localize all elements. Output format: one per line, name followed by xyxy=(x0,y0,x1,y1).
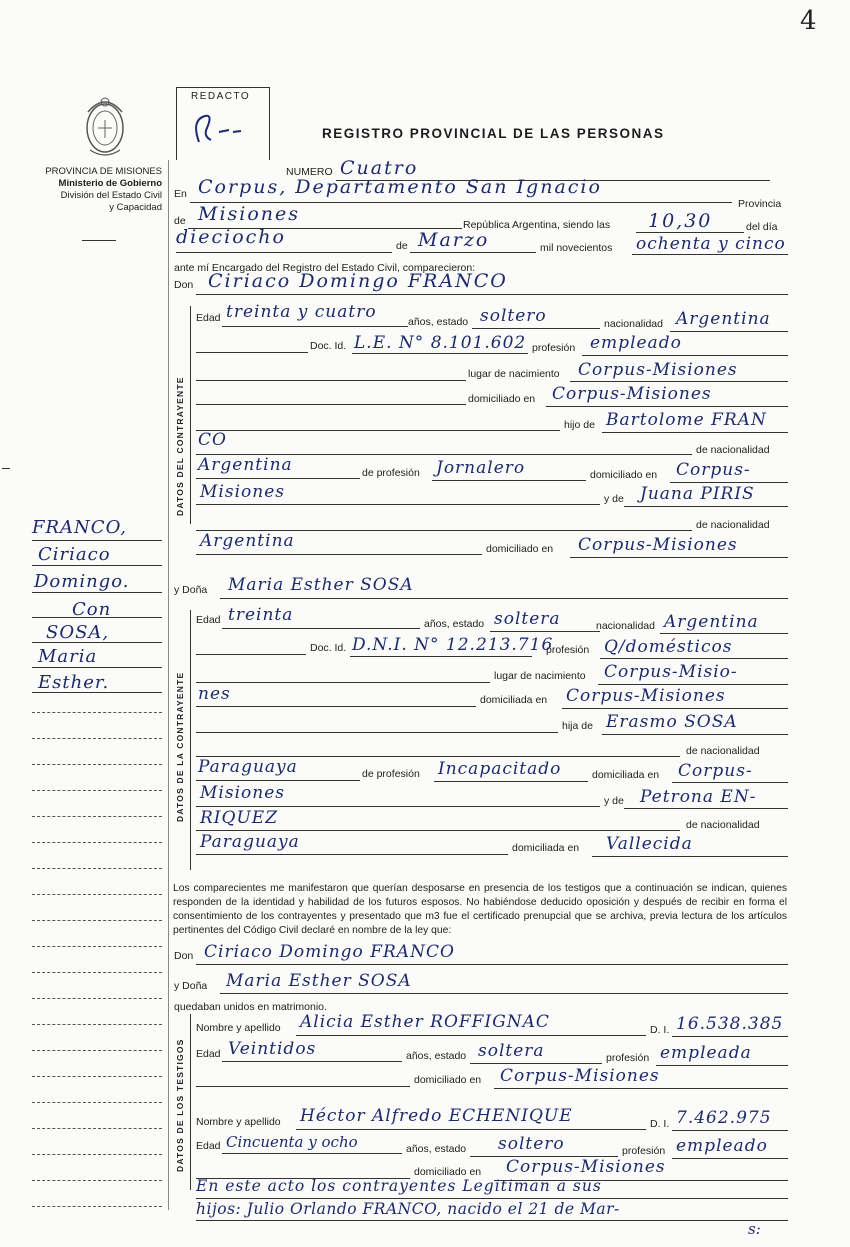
mother-dom-label: domiciliado en xyxy=(486,543,554,555)
groom-doc-value: L.E. N° 8.101.602 xyxy=(354,333,527,353)
bride-birth-label: lugar de nacimiento xyxy=(494,670,586,682)
day-value: dieciocho xyxy=(176,226,286,248)
hour-line xyxy=(636,232,744,233)
bride-doc-line xyxy=(350,656,532,657)
en-label: En xyxy=(174,188,187,200)
bride-mother-value-b: RIQUEZ xyxy=(200,808,279,828)
bride-birth-value-a: Corpus-Misio- xyxy=(604,662,738,682)
decl-don-line xyxy=(196,964,788,965)
bmother-nac-blank-line xyxy=(196,830,680,831)
bmother-nac-label: de nacionalidad xyxy=(686,819,760,831)
w1-prof-line xyxy=(656,1065,788,1066)
w1-age-label: Edad xyxy=(196,1048,221,1060)
year-value: ochenta y cinco xyxy=(636,234,786,254)
groom-doc-line xyxy=(352,353,528,354)
w2-age-line xyxy=(222,1153,402,1154)
bride-dom-value: Corpus-Misiones xyxy=(566,686,726,706)
w2-estado-value: soltero xyxy=(498,1134,565,1154)
groom-age-value: treinta y cuatro xyxy=(226,302,377,322)
margin-name-1: FRANCO, xyxy=(32,517,127,538)
groom-dom-label: domiciliado en xyxy=(468,393,536,405)
note-line-2: hijos: Julio Orlando FRANCO, nacido el 21 de Mar- xyxy=(196,1200,620,1218)
page-number: 4 xyxy=(800,6,817,36)
bride-age-label: Edad xyxy=(196,614,221,626)
don-label: Don xyxy=(174,279,194,291)
groom-father-value-a: Bartolome FRAN xyxy=(606,410,767,430)
groom-birth-label: lugar de nacimiento xyxy=(468,368,560,380)
w2-estado-label: años, estado xyxy=(406,1143,467,1155)
margin-dash-8 xyxy=(32,894,162,895)
father-dom-value-a: Corpus- xyxy=(676,460,751,480)
bfather-dom-label: domiciliada en xyxy=(592,769,660,781)
bride-estado-value: soltera xyxy=(494,609,561,629)
mother-nac-line xyxy=(196,554,482,555)
w1-prof-label: profesión xyxy=(606,1052,650,1064)
bfather-prof-value: Incapacitado xyxy=(438,759,562,779)
groom-section-label: DATOS DEL CONTRAYENTE xyxy=(175,376,185,516)
groom-dom-line xyxy=(546,406,788,407)
w2-prof-line xyxy=(672,1158,788,1159)
groom-nac-label: nacionalidad xyxy=(604,318,663,330)
mother-nac-label: de nacionalidad xyxy=(696,519,770,531)
w2-di-value: 7.462.975 xyxy=(676,1108,772,1128)
father-dom-line xyxy=(670,482,788,483)
margin-rule-2 xyxy=(32,565,162,566)
bride-nac-label: nacionalidad xyxy=(596,620,655,632)
bfather-nac-label: de nacionalidad xyxy=(686,745,760,757)
decl-don-label: Don xyxy=(174,950,194,962)
groom-estado-line xyxy=(472,328,600,329)
margin-dash-4 xyxy=(32,790,162,791)
margin-name-2: Ciriaco xyxy=(38,544,111,565)
bfather-prof-label: de profesión xyxy=(362,768,420,780)
w1-age-value: Veintidos xyxy=(228,1039,317,1059)
bfather-dom-line xyxy=(672,782,788,783)
authority-province: PROVINCIA DE MISIONES xyxy=(45,166,162,177)
father-dom-cont-line xyxy=(196,504,600,505)
groom-dom-blank-line xyxy=(196,404,466,405)
bride-estado-line xyxy=(490,631,600,632)
groom-prof-label: profesión xyxy=(532,342,576,354)
groom-mother-line xyxy=(624,506,788,507)
w2-prof-label: profesión xyxy=(622,1145,666,1157)
authority-ministry: Ministerio de Gobierno xyxy=(58,178,162,189)
margin-name-5: SOSA, xyxy=(46,622,110,643)
groom-father-value-b: CO xyxy=(198,430,227,450)
father-prof-label: de profesión xyxy=(362,467,420,479)
w1-estado-label: años, estado xyxy=(406,1050,467,1062)
republica-label: República Argentina, siendo las xyxy=(463,219,611,231)
margin-rule-5 xyxy=(32,642,162,643)
bride-estado-label: años, estado xyxy=(424,618,485,630)
redacto-box xyxy=(176,87,270,160)
provincia-label: Provincia xyxy=(738,198,782,210)
bride-hija-label: hija de xyxy=(562,720,593,732)
margin-separator xyxy=(168,160,169,1210)
mother-dom-value: Corpus-Misiones xyxy=(578,535,738,555)
don-line xyxy=(196,294,788,295)
margin-rule-4 xyxy=(32,617,162,618)
margin-name-3: Domingo. xyxy=(34,571,130,592)
coat-of-arms-seal xyxy=(78,92,132,162)
bride-mother-line xyxy=(624,808,788,809)
bmother-nac-value: Paraguaya xyxy=(200,832,300,852)
groom-nac-value: Argentina xyxy=(676,309,771,329)
groom-nac-line xyxy=(670,331,788,332)
redacto-label: REDACTO xyxy=(191,91,251,102)
w1-di-line xyxy=(672,1036,788,1037)
father-prof-line xyxy=(432,480,586,481)
father-dom-value-b: Misiones xyxy=(200,482,285,502)
w2-name-value: Héctor Alfredo ECHENIQUE xyxy=(300,1106,573,1126)
numero-label: NUMERO xyxy=(286,166,333,178)
margin-dash-5 xyxy=(32,816,162,817)
authority-block xyxy=(38,166,162,214)
groom-birth-value: Corpus-Misiones xyxy=(578,360,738,380)
margin-dash-1 xyxy=(32,712,162,713)
margin-dash-16 xyxy=(32,1102,162,1103)
w1-prof-value: empleada xyxy=(660,1043,752,1063)
w1-dom-value: Corpus-Misiones xyxy=(500,1066,660,1086)
groom-hijo-label: hijo de xyxy=(564,419,595,431)
w2-name-line xyxy=(296,1129,646,1130)
note-underline-1 xyxy=(196,1198,788,1199)
bride-dom-line xyxy=(562,708,788,709)
bride-dom-label: domiciliada en xyxy=(480,694,548,706)
w2-di-label: D. I. xyxy=(650,1118,670,1130)
margin-dash-9 xyxy=(32,920,162,921)
decl-bride-name: Maria Esther SOSA xyxy=(226,971,412,991)
bride-nac-line xyxy=(660,633,788,634)
registry-title: REGISTRO PROVINCIAL DE LAS PERSONAS xyxy=(322,126,665,141)
groom-age-line xyxy=(222,326,408,327)
margin-rule-7 xyxy=(32,692,162,693)
ante-mi-text: ante mí Encargado del Registro del Estado Civil, comparecieron: xyxy=(174,262,476,274)
authority-division: División del Estado Civil xyxy=(60,190,162,201)
declaration-paragraph: Los comparecientes me manifestaron que querían desposarse en presencia de los testigos que a continuación se indican, quienes responden de la identidad y habilidad de los futuros esposos. No habiéndose deducido oposición y después de recibir en forma el consentimiento de los contrayentes y presentado que m3 fue el certificado prenupcial que se archiva, previa lectura de los artículos pertinentes del Código Civil declaré en nombre de la ley que: xyxy=(173,883,787,936)
bride-birth-line xyxy=(598,684,788,685)
bfather-dom-value-b: Misiones xyxy=(200,783,285,803)
place-value: Corpus, Departamento San Ignacio xyxy=(198,176,602,198)
groom-estado-value: soltero xyxy=(480,306,547,326)
margin-name-7: Esther. xyxy=(38,672,110,693)
margin-tick xyxy=(2,468,10,469)
father-nac-value: Argentina xyxy=(198,455,293,475)
bride-father-line xyxy=(602,734,788,735)
mother-dom-line xyxy=(570,557,788,558)
de-label: de xyxy=(174,215,186,227)
margin-dash-3 xyxy=(32,764,162,765)
margin-dash-6 xyxy=(32,842,162,843)
quedaban-text: quedaban unidos en matrimonio. xyxy=(174,1001,327,1013)
w1-dom-line xyxy=(494,1088,788,1089)
bride-age-line xyxy=(222,628,420,629)
note-line-1: En este acto los contrayentes Legitiman a sus xyxy=(196,1177,602,1195)
w2-prof-value: empleado xyxy=(676,1136,768,1156)
margin-dash-14 xyxy=(32,1050,162,1051)
margin-rule-1 xyxy=(32,540,162,541)
note-line-3: s: xyxy=(748,1220,761,1238)
margin-dash-19 xyxy=(32,1180,162,1181)
w1-di-label: D. I. xyxy=(650,1024,670,1036)
groom-dom-value: Corpus-Misiones xyxy=(552,384,712,404)
bride-prof-line xyxy=(600,658,788,659)
father-prof-value: Jornalero xyxy=(436,458,526,478)
groom-estado-label: años, estado xyxy=(408,316,469,328)
bmother-dom-label: domiciliada en xyxy=(512,842,580,854)
bride-bracket xyxy=(190,610,191,870)
bfather-prof-line xyxy=(434,781,588,782)
w2-age-value: Cincuenta y ocho xyxy=(226,1133,358,1151)
w1-dom-label: domiciliado en xyxy=(414,1074,482,1086)
w1-age-line xyxy=(222,1061,402,1062)
bride-mother-value-a: Petrona EN- xyxy=(640,787,757,807)
margin-name-6: Maria xyxy=(38,646,98,667)
bmother-nac-line xyxy=(196,854,508,855)
w2-name-label: Nombre y apellido xyxy=(196,1116,281,1128)
bride-father-blank-line xyxy=(196,732,558,733)
groom-y-de-label: y de xyxy=(604,493,624,505)
w2-di-line xyxy=(672,1130,788,1131)
month-line xyxy=(410,252,536,253)
groom-bracket xyxy=(190,306,191,524)
margin-dash-11 xyxy=(32,972,162,973)
margin-dash-15 xyxy=(32,1076,162,1077)
bmother-dom-line xyxy=(592,856,788,857)
witness-section-label: DATOS DE LOS TESTIGOS xyxy=(175,1038,185,1172)
decl-dona-line xyxy=(220,993,788,994)
bride-name: Maria Esther SOSA xyxy=(228,575,414,595)
province-value: Misiones xyxy=(198,203,301,225)
bfather-dom-cont-line xyxy=(196,806,600,807)
bride-nac-value: Argentina xyxy=(664,612,759,632)
w1-name-value: Alicia Esther ROFFIGNAC xyxy=(300,1012,550,1032)
hour-value: 10,30 xyxy=(648,210,713,232)
w2-age-label: Edad xyxy=(196,1140,221,1152)
margin-rule-3 xyxy=(32,592,162,593)
father-dom-label: domiciliado en xyxy=(590,469,658,481)
year-line xyxy=(632,254,788,255)
bride-prof-value: Q/domésticos xyxy=(604,637,733,657)
bride-doc-label: Doc. Id. xyxy=(310,642,347,654)
groom-prof-line xyxy=(582,355,788,356)
w1-di-value: 16.538.385 xyxy=(676,1014,784,1034)
groom-prof-value: empleado xyxy=(590,333,682,353)
groom-birth-line xyxy=(570,381,788,382)
margin-dash-18 xyxy=(32,1154,162,1155)
bride-doc-value: D.N.I. N° 12.213.716 xyxy=(352,635,554,655)
groom-mother-value: Juana PIRIS xyxy=(640,484,755,504)
w1-dom-blank-line xyxy=(196,1086,410,1087)
bfather-nac-line xyxy=(196,780,360,781)
decl-groom-name: Ciriaco Domingo FRANCO xyxy=(204,942,455,962)
groom-doc-blank-line xyxy=(196,352,308,353)
margin-rule-6 xyxy=(32,667,162,668)
bride-birth-value-b: nes xyxy=(198,684,231,704)
witness-bracket xyxy=(190,1014,191,1190)
bride-father-value: Erasmo SOSA xyxy=(606,712,738,732)
groom-father-line xyxy=(602,432,788,433)
de-month-label: de xyxy=(396,240,408,252)
bfather-dom-value-a: Corpus- xyxy=(678,761,753,781)
bride-doc-blank-line xyxy=(196,654,306,655)
groom-name: Ciriaco Domingo FRANCO xyxy=(208,270,508,292)
margin-name-4: Con xyxy=(72,599,112,620)
bride-y-de-label: y de xyxy=(604,795,624,807)
margin-dash-7 xyxy=(32,868,162,869)
margin-dash-12 xyxy=(32,998,162,999)
father-nac-line xyxy=(196,478,360,479)
bride-name-line xyxy=(220,598,788,599)
note-underline-2 xyxy=(196,1220,788,1221)
mother-nac-value: Argentina xyxy=(200,531,295,551)
w1-estado-line xyxy=(470,1063,602,1064)
w2-dom-label: domiciliado en xyxy=(414,1166,482,1178)
w1-name-label: Nombre y apellido xyxy=(196,1022,281,1034)
authority-capacity: y Capacidad xyxy=(109,202,162,213)
bmother-dom-value: Vallecida xyxy=(606,834,693,854)
w1-name-line xyxy=(296,1035,646,1036)
father-nac-label: de nacionalidad xyxy=(696,444,770,456)
bride-birth-blank-line xyxy=(196,682,490,683)
groom-doc-label: Doc. Id. xyxy=(310,340,347,352)
y-dona-label: y Doña xyxy=(174,584,208,596)
margin-dash-10 xyxy=(32,946,162,947)
numero-value: Cuatro xyxy=(340,157,419,179)
margin-dash-2 xyxy=(32,738,162,739)
bride-prof-label: profesión xyxy=(546,644,590,656)
groom-birth-blank-line xyxy=(196,380,466,381)
month-value: Marzo xyxy=(418,229,490,251)
groom-age-label: Edad xyxy=(196,312,221,324)
bride-age-value: treinta xyxy=(228,605,294,625)
day-line xyxy=(176,252,392,253)
w2-dom-value: Corpus-Misiones xyxy=(506,1157,666,1177)
redacto-initials-signature xyxy=(189,110,251,150)
bride-birth-cont-line xyxy=(196,706,476,707)
del-dia-label: del día xyxy=(746,221,778,233)
bfather-nac-value: Paraguaya xyxy=(198,757,298,777)
bride-section-label: DATOS DE LA CONTRAYENTE xyxy=(175,671,185,822)
mil-novecientos-label: mil novecientos xyxy=(540,242,613,254)
margin-dash-13 xyxy=(32,1024,162,1025)
margin-dash-20 xyxy=(32,1206,162,1207)
groom-father-blank-line xyxy=(196,430,560,431)
margin-dash-17 xyxy=(32,1128,162,1129)
decl-dona-label: y Doña xyxy=(174,980,208,992)
authority-divider xyxy=(82,240,116,241)
w1-estado-value: soltera xyxy=(478,1041,545,1061)
